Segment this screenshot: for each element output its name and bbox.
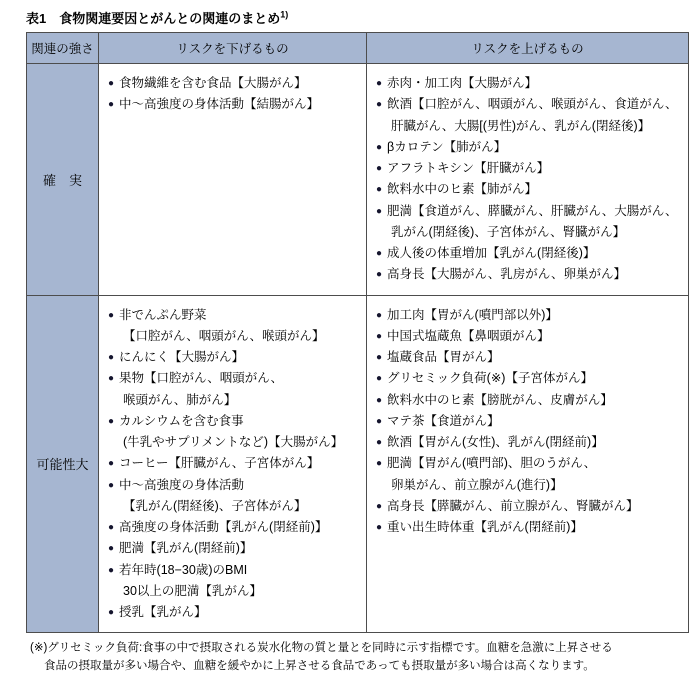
- list-item-text: 塩蔵食品【胃がん】: [387, 350, 500, 364]
- list-item: [376, 347, 684, 368]
- list-item-continuation: [376, 475, 684, 496]
- list-item: [376, 517, 684, 538]
- header-lower-risk: リスクを下げるもの: [99, 33, 367, 64]
- list-item-text: アフラトキシン【肝臓がん】: [387, 161, 550, 175]
- list-item-text: 肥満【乳がん(閉経前)】: [119, 541, 253, 556]
- list-item-continuation: [376, 116, 684, 137]
- list-item-line: [108, 368, 362, 389]
- cell-certain-raise: [367, 64, 689, 296]
- list-item-text: 非でんぷん野菜: [119, 307, 207, 322]
- bullet-icon: ●: [108, 607, 115, 618]
- bullet-icon: ●: [108, 479, 115, 491]
- list-item-line: [376, 179, 684, 200]
- list-item-text: 赤肉・加工肉【大腸がん】: [387, 76, 538, 90]
- list-item-text: 肥満【胃がん(噴門部)、胆のうがん、: [387, 456, 597, 471]
- list-item: [108, 475, 362, 518]
- list-item: [376, 453, 684, 496]
- list-item-text: 卵巣がん、前立腺がん(進行)】: [391, 477, 563, 492]
- list-item-text: コーヒー【肝臓がん、子宮体がん】: [119, 456, 320, 471]
- bullet-icon: ●: [376, 78, 383, 89]
- list-item-continuation: [108, 390, 362, 411]
- list-item: [376, 94, 684, 137]
- list-item-text: 飲料水中のヒ素【肺がん】: [387, 182, 538, 197]
- list-item-text: カルシウムを含む食事: [119, 413, 244, 428]
- bullet-icon: ●: [376, 248, 383, 259]
- list-item-text: 喉頭がん、肺がん】: [123, 392, 237, 407]
- list-item-line: [376, 496, 684, 517]
- list-item: [108, 73, 362, 94]
- list-item: [108, 517, 362, 538]
- bullet-icon: ●: [376, 394, 383, 406]
- list-item: [376, 264, 684, 285]
- list-item-line: [108, 538, 362, 559]
- list-item-text: 高身長【大腸がん、乳房がん、卵巣がん】: [387, 267, 627, 282]
- list-item: [108, 602, 362, 623]
- cell-probable-lower: [99, 296, 367, 634]
- table-title-superscript: 1): [280, 9, 289, 20]
- list-item: [108, 538, 362, 559]
- list-item-line: [376, 326, 684, 347]
- list-item-continuation: [108, 581, 362, 602]
- list-item-text: 高身長【膵臓がん、前立腺がん、腎臓がん】: [387, 498, 639, 513]
- bullet-icon: ●: [376, 415, 383, 427]
- list-item-text: 【口腔がん、咽頭がん、喉頭がん】: [123, 328, 325, 343]
- list-item-line: [376, 453, 684, 474]
- list-item-text: 食物繊維を含む食品【大腸がん】: [119, 76, 307, 90]
- list-item: [108, 368, 362, 411]
- row-probable-label: 可能性大: [27, 296, 99, 634]
- list-item-line: [376, 517, 684, 538]
- bullet-icon: ●: [108, 415, 115, 427]
- list-item-line: [376, 264, 684, 285]
- bullet-icon: ●: [376, 205, 383, 217]
- list-item-line: [376, 158, 684, 179]
- list-item-text: 成人後の体重増加【乳がん(閉経後)】: [387, 246, 596, 260]
- list-item-text: 授乳【乳がん】: [119, 605, 207, 619]
- list-item-text: 若年時(18−30歳)のBMI: [119, 562, 248, 577]
- bullet-icon: ●: [376, 500, 383, 512]
- list-item: [108, 94, 362, 115]
- header-raise-risk: リスクを上げるもの: [367, 33, 689, 64]
- list-item-line: [108, 517, 362, 538]
- bullet-icon: ●: [108, 543, 115, 555]
- bullet-icon: ●: [376, 437, 383, 448]
- list-item-text: 飲酒【胃がん(女性)、乳がん(閉経前)】: [387, 435, 604, 449]
- list-item-text: 肝臓がん、大腸[(男性)がん、乳がん(閉経後)】: [391, 118, 651, 133]
- list-item-line: [376, 368, 684, 389]
- list-item-text: 中〜高強度の身体活動【結腸がん】: [119, 97, 320, 112]
- list-item-continuation: [108, 326, 362, 347]
- list-item-text: (牛乳やサプリメントなど)【大腸がん】: [123, 435, 344, 449]
- header-strength: 関連の強さ: [27, 33, 99, 64]
- table-title-text: 表1 食物関連要因とがんとの関連のまとめ: [26, 11, 281, 26]
- list-item-line: [376, 411, 684, 432]
- bullet-icon: ●: [108, 99, 115, 111]
- cell-certain-lower: [99, 64, 367, 296]
- list-item-line: [108, 94, 362, 115]
- list-item: [108, 305, 362, 348]
- footnote: [30, 640, 690, 676]
- bullet-icon: ●: [376, 141, 383, 153]
- list-item-line: [108, 560, 362, 581]
- row-certain-label: 確 実: [27, 64, 99, 296]
- list-item-continuation: [376, 222, 684, 243]
- bullet-icon: ●: [376, 352, 383, 363]
- bullet-icon: ●: [108, 373, 115, 385]
- list-item-text: グリセミック負荷(※)【子宮体がん】: [387, 371, 593, 386]
- list-item: [376, 390, 684, 411]
- list-item-text: 肥満【食道がん、膵臓がん、肝臓がん、大腸がん、: [387, 203, 678, 218]
- list-item-text: βカロテン【肺がん】: [387, 139, 507, 154]
- list-item: [376, 411, 684, 432]
- list-item-text: 加工肉【胃がん(噴門部以外)】: [387, 307, 558, 322]
- bullet-icon: ●: [376, 163, 383, 174]
- list-item: [376, 432, 684, 453]
- list-item-text: 飲料水中のヒ素【膀胱がん、皮膚がん】: [387, 392, 613, 407]
- list-item-line: [108, 602, 362, 623]
- list-item: [108, 347, 362, 368]
- list-item-line: [108, 453, 362, 474]
- list-item-text: 果物【口腔がん、咽頭がん、: [119, 371, 284, 386]
- list-item-continuation: [108, 432, 362, 453]
- list-item-text: 30以上の肥満【乳がん】: [123, 583, 262, 598]
- list-item-line: [376, 305, 684, 326]
- list-item: [376, 368, 684, 389]
- list-item: [108, 560, 362, 603]
- list-item: [376, 305, 684, 326]
- bullet-icon: ●: [108, 352, 115, 363]
- bullet-icon: ●: [376, 458, 383, 470]
- list-item-line: [376, 137, 684, 158]
- list-item: [108, 453, 362, 474]
- bullet-icon: ●: [108, 309, 115, 321]
- list-item: [376, 158, 684, 179]
- list-item-continuation: [108, 496, 362, 517]
- list-item-line: [108, 347, 362, 368]
- list-item-line: [376, 390, 684, 411]
- list-item-line: [108, 475, 362, 496]
- list-item-line: [108, 411, 362, 432]
- bullet-icon: ●: [108, 458, 115, 470]
- list-item-line: [376, 347, 684, 368]
- list-item-line: [376, 201, 684, 222]
- footnote-line-1: (※)グリセミック負荷:食事の中で摂取される炭水化物の質と量とを同時に示す指標です。血糖を急激に上昇させる: [30, 642, 613, 655]
- bullet-icon: ●: [376, 99, 383, 111]
- table-title: [26, 8, 690, 27]
- bullet-icon: ●: [376, 330, 383, 342]
- footnote-line-2: 食品の摂取量が多い場合や、血糖を緩やかに上昇させる食品であっても摂取量が多い場合は高くなります。: [44, 660, 595, 673]
- list-item-text: 中国式塩蔵魚【鼻咽頭がん】: [387, 328, 550, 343]
- list-item: [376, 496, 684, 517]
- list-item-text: にんにく【大腸がん】: [119, 350, 245, 364]
- bullet-icon: ●: [108, 522, 115, 533]
- list-item-line: [376, 73, 684, 94]
- list-item: [376, 73, 684, 94]
- bullet-icon: ●: [108, 78, 115, 89]
- bullet-icon: ●: [376, 309, 383, 321]
- bullet-icon: ●: [376, 269, 383, 281]
- bullet-icon: ●: [376, 522, 383, 533]
- list-item-line: [376, 432, 684, 453]
- bullet-icon: ●: [376, 184, 383, 196]
- list-item-text: 飲酒【口腔がん、咽頭がん、喉頭がん、食道がん、: [387, 97, 678, 112]
- bullet-icon: ●: [108, 564, 115, 576]
- list-item-text: 中〜高強度の身体活動: [119, 477, 245, 492]
- list-item-text: 【乳がん(閉経後)、子宮体がん】: [123, 498, 307, 513]
- list-item-line: [376, 243, 684, 264]
- list-item-text: 乳がん(閉経後)、子宮体がん、腎臓がん】: [391, 224, 626, 239]
- list-item: [376, 179, 684, 200]
- list-item: [376, 326, 684, 347]
- list-item-text: 重い出生時体重【乳がん(閉経前)】: [387, 520, 583, 534]
- list-item-text: 高強度の身体活動【乳がん(閉経前)】: [119, 520, 328, 534]
- summary-table: [26, 32, 689, 633]
- list-item-text: マテ茶【食道がん】: [387, 413, 500, 428]
- list-item: [108, 411, 362, 454]
- list-item: [376, 137, 684, 158]
- list-item-line: [108, 305, 362, 326]
- cell-probable-raise: [367, 296, 689, 634]
- list-item: [376, 243, 684, 264]
- bullet-icon: ●: [376, 373, 383, 385]
- list-item: [376, 201, 684, 244]
- list-item-line: [376, 94, 684, 115]
- list-item-line: [108, 73, 362, 94]
